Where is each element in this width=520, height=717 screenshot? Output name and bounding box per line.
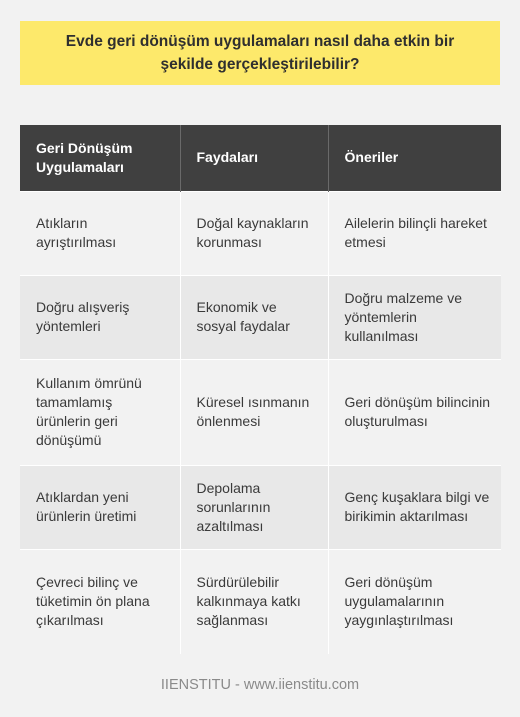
table-row (20, 359, 501, 465)
header-suggestions: Öneriler (328, 125, 501, 191)
table-cell: Ailelerin bilinçli hareket etmesi (328, 191, 501, 275)
table-cell: Geri dönüşüm uygulamalarının yaygınlaştırılması (328, 549, 501, 654)
table-row (20, 465, 501, 549)
table-cell: Atıklardan yeni ürünlerin üretimi (20, 465, 180, 549)
header-practices: Geri Dönüşüm Uygulamaları (20, 125, 180, 191)
footer-credit: IIENSTITU - www.iienstitu.com (160, 677, 360, 693)
page-title: Evde geri dönüşüm uygulamaları nasıl daha etkin bir şekilde gerçekleştirilebilir? (65, 33, 455, 73)
table-cell: Atıkların ayrıştırılması (20, 191, 180, 275)
table-row (20, 549, 501, 654)
table-cell: Küresel ısınmanın önlenmesi (180, 359, 328, 465)
table-row (20, 275, 501, 359)
table-cell: Genç kuşaklara bilgi ve birikimin aktarılması (328, 465, 501, 549)
table-cell: Çevreci bilinç ve tüketimin ön plana çıkarılması (20, 549, 180, 654)
table-row (20, 191, 501, 275)
table-cell: Doğal kaynakların korunması (180, 191, 328, 275)
table-cell: Doğru alışveriş yöntemleri (20, 275, 180, 359)
table-cell: Ekonomik ve sosyal faydalar (180, 275, 328, 359)
table-cell: Depolama sorunlarının azaltılması (180, 465, 328, 549)
table-cell: Sürdürülebilir kalkınmaya katkı sağlanması (180, 549, 328, 654)
title-banner (20, 21, 500, 85)
table-cell: Doğru malzeme ve yöntemlerin kullanılması (328, 275, 501, 359)
recycling-table (20, 125, 501, 654)
table-header-row (20, 125, 501, 191)
table-cell: Geri dönüşüm bilincinin oluşturulması (328, 359, 501, 465)
table-cell: Kullanım ömrünü tamamlamış ürünlerin geri dönüşümü (20, 359, 180, 465)
header-benefits: Faydaları (180, 125, 328, 191)
